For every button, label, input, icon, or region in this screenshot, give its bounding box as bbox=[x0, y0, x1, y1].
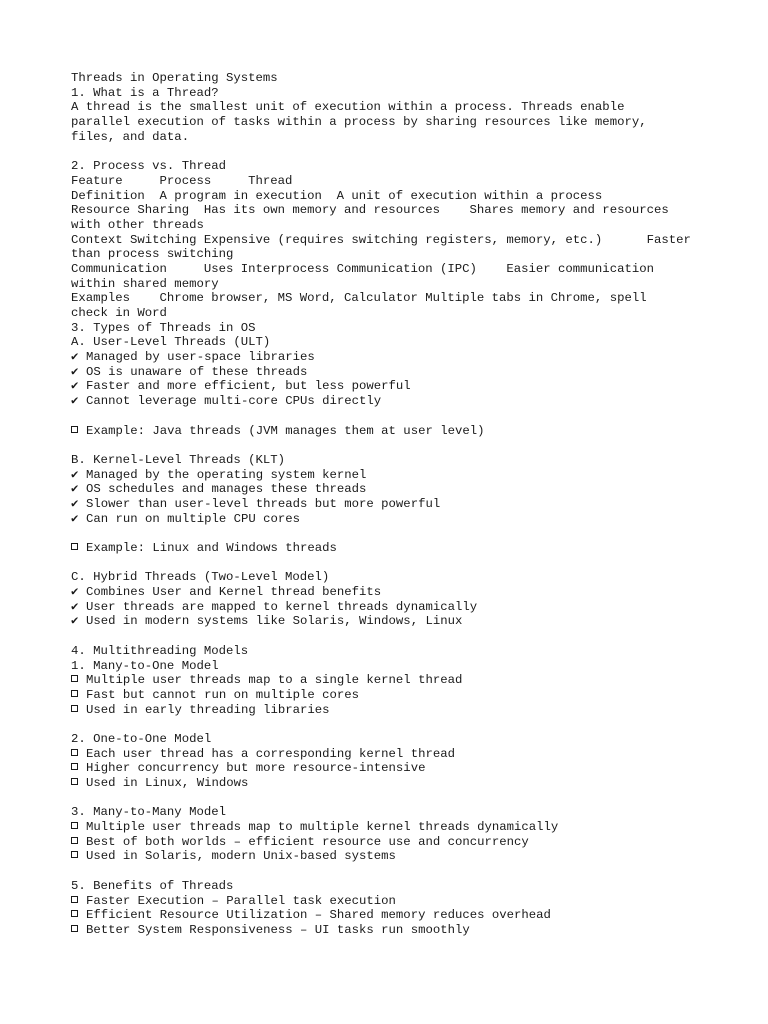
list-item: Multiple user threads map to multiple kernel threads dynamically bbox=[71, 820, 761, 835]
document-title: Threads in Operating Systems bbox=[71, 71, 278, 85]
list-item: ✔ User threads are mapped to kernel threads dynamically bbox=[71, 599, 478, 614]
list-item: ✔ Managed by the operating system kernel bbox=[71, 467, 367, 482]
list-item: ✔ Managed by user-space libraries bbox=[71, 350, 315, 365]
list-item: ✔ OS schedules and manages these threads bbox=[71, 482, 367, 497]
bullet-square-icon bbox=[71, 896, 78, 903]
spacer bbox=[71, 144, 761, 159]
checkmark-icon: ✔ bbox=[71, 599, 79, 614]
list-item: Fast but cannot run on multiple cores bbox=[71, 688, 761, 703]
table-row-resource-sharing: Resource Sharing Has its own memory and resources Shares memory and resources bbox=[71, 203, 669, 218]
list-item: ✔ Combines User and Kernel thread benefits bbox=[71, 585, 382, 600]
subheading-one-to-one: 2. One-to-One Model bbox=[71, 731, 212, 746]
spacer bbox=[71, 409, 761, 424]
section-heading-process-vs-thread: 2. Process vs. Thread bbox=[71, 159, 226, 174]
checkmark-icon: ✔ bbox=[71, 364, 79, 379]
bullet-square-icon bbox=[71, 851, 78, 858]
checkmark-icon: ✔ bbox=[71, 614, 79, 629]
bullet-square-icon bbox=[71, 705, 78, 712]
spacer bbox=[71, 438, 761, 453]
checkmark-icon: ✔ bbox=[71, 350, 79, 365]
bullet-square-icon bbox=[71, 749, 78, 756]
bullet-square-icon bbox=[71, 778, 78, 785]
paragraph-line: A thread is the smallest unit of execution within a process. Threads enable bbox=[71, 100, 625, 115]
table-row-context-switching: Context Switching Expensive (requires switching registers, memory, etc.) Faster bbox=[71, 232, 691, 247]
section-heading-types-of-threads: 3. Types of Threads in OS bbox=[71, 320, 256, 335]
list-item-example: Example: Linux and Windows threads bbox=[71, 541, 761, 556]
list-item: Used in Solaris, modern Unix-based systems bbox=[71, 849, 761, 864]
document-page bbox=[71, 71, 761, 938]
section-heading-benefits: 5. Benefits of Threads bbox=[71, 878, 234, 893]
list-item: Each user thread has a corresponding kernel thread bbox=[71, 747, 761, 762]
table-row-definition: Definition A program in execution A unit of execution within a process bbox=[71, 188, 603, 203]
list-item: Higher concurrency but more resource-intensive bbox=[71, 761, 761, 776]
list-item-example: Example: Java threads (JVM manages them at user level) bbox=[71, 424, 761, 439]
bullet-square-icon bbox=[71, 837, 78, 844]
section-heading-what-is-thread: 1. What is a Thread? bbox=[71, 85, 219, 100]
bullet-square-icon bbox=[71, 426, 78, 433]
list-item: ✔ Used in modern systems like Solaris, Windows, Linux bbox=[71, 614, 463, 629]
list-item: ✔ Slower than user-level threads but more powerful bbox=[71, 496, 441, 511]
checkmark-icon: ✔ bbox=[71, 467, 79, 482]
subheading-many-to-many: 3. Many-to-Many Model bbox=[71, 805, 226, 820]
subheading-ult: A. User-Level Threads (ULT) bbox=[71, 335, 271, 350]
paragraph-line: files, and data. bbox=[71, 129, 190, 144]
bullet-square-icon bbox=[71, 690, 78, 697]
subheading-many-to-one: 1. Many-to-One Model bbox=[71, 658, 219, 673]
bullet-square-icon bbox=[71, 925, 78, 932]
spacer bbox=[71, 526, 761, 541]
subheading-hybrid: C. Hybrid Threads (Two-Level Model) bbox=[71, 570, 330, 585]
bullet-square-icon bbox=[71, 675, 78, 682]
spacer bbox=[71, 717, 761, 732]
table-row-resource-sharing-cont: with other threads bbox=[71, 217, 204, 232]
list-item: Multiple user threads map to a single kernel thread bbox=[71, 673, 761, 688]
table-row-communication-cont: within shared memory bbox=[71, 276, 219, 291]
checkmark-icon: ✔ bbox=[71, 585, 79, 600]
subheading-klt: B. Kernel-Level Threads (KLT) bbox=[71, 452, 286, 467]
list-item: Used in early threading libraries bbox=[71, 703, 761, 718]
table-row-examples: Examples Chrome browser, MS Word, Calculator Multiple tabs in Chrome, spell bbox=[71, 291, 647, 306]
table-header: Feature Process Thread bbox=[71, 173, 293, 188]
list-item: ✔ Faster and more efficient, but less powerful bbox=[71, 379, 411, 394]
list-item: Better System Responsiveness – UI tasks run smoothly bbox=[71, 923, 761, 938]
list-item: Used in Linux, Windows bbox=[71, 776, 761, 791]
checkmark-icon: ✔ bbox=[71, 496, 79, 511]
section-heading-multithreading-models: 4. Multithreading Models bbox=[71, 643, 249, 658]
list-item: ✔ OS is unaware of these threads bbox=[71, 364, 308, 379]
list-item: Faster Execution – Parallel task execution bbox=[71, 894, 761, 909]
paragraph-line: parallel execution of tasks within a process by sharing resources like memory, bbox=[71, 115, 647, 130]
spacer bbox=[71, 791, 761, 806]
bullet-square-icon bbox=[71, 763, 78, 770]
table-row-context-switching-cont: than process switching bbox=[71, 247, 234, 262]
bullet-square-icon bbox=[71, 910, 78, 917]
spacer bbox=[71, 864, 761, 879]
checkmark-icon: ✔ bbox=[71, 511, 79, 526]
list-item: ✔ Can run on multiple CPU cores bbox=[71, 511, 301, 526]
list-item: ✔ Cannot leverage multi-core CPUs directly bbox=[71, 394, 382, 409]
bullet-square-icon bbox=[71, 822, 78, 829]
checkmark-icon: ✔ bbox=[71, 379, 79, 394]
table-row-examples-cont: check in Word bbox=[71, 306, 167, 320]
table-row-communication: Communication Uses Interprocess Communication (IPC) Easier communication bbox=[71, 261, 654, 276]
spacer bbox=[71, 629, 761, 644]
list-item: Efficient Resource Utilization – Shared memory reduces overhead bbox=[71, 908, 761, 923]
checkmark-icon: ✔ bbox=[71, 482, 79, 497]
spacer bbox=[71, 556, 761, 571]
list-item: Best of both worlds – efficient resource use and concurrency bbox=[71, 835, 761, 850]
checkmark-icon: ✔ bbox=[71, 394, 79, 409]
bullet-square-icon bbox=[71, 543, 78, 550]
